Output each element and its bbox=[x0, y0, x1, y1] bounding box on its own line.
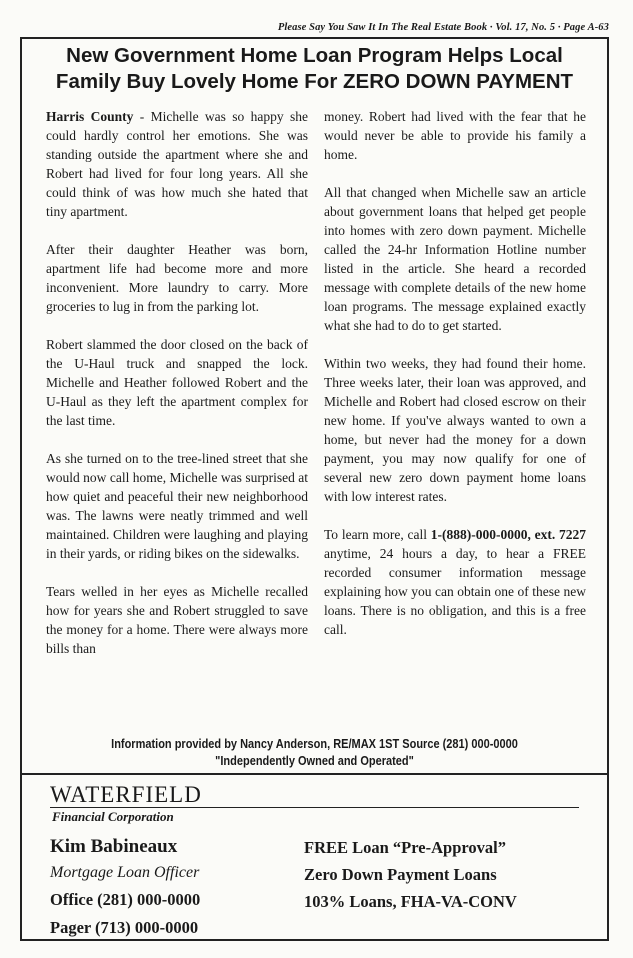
offer-item: 103% Loans, FHA-VA-CONV bbox=[304, 892, 517, 911]
office-phone: Office (281) 000-0000 bbox=[50, 890, 201, 909]
lender-subtitle: Financial Corporation bbox=[52, 809, 174, 824]
offer-item: Zero Down Payment Loans bbox=[304, 865, 497, 884]
paragraph-6: money. Robert had lived with the fear that he would never be able to provide his family a home. bbox=[324, 109, 586, 162]
headline-line-2: Family Buy Lovely Home For ZERO DOWN PAYMENT bbox=[55, 70, 574, 93]
paragraph-9-post: anytime, 24 hours a day, to hear a FREE recorded consumer information message explaining how you can obtain one of these new loans. There is no obligation, and this is a free call. bbox=[324, 546, 586, 637]
officer-name: Kim Babineaux bbox=[50, 836, 178, 857]
offer-item: FREE Loan “Pre-Approval” bbox=[304, 838, 506, 857]
headline bbox=[22, 43, 607, 95]
loan-officer-contact bbox=[50, 834, 200, 942]
paragraph-9 bbox=[324, 525, 586, 639]
advertorial-frame bbox=[20, 37, 609, 941]
paragraph-7: All that changed when Michelle saw an article about government loans that helped get people into homes with zero down payment. Michelle called the 24-hr Information Hotline number listed in the article. She heard a recorded message with complete details of the new home loan programs. The message explained exactly what she had to do to get started. bbox=[324, 185, 586, 333]
article-column-left bbox=[46, 107, 308, 677]
section-divider bbox=[22, 773, 607, 775]
paragraph-3: Robert slammed the door closed on the back of the U-Haul truck and snapped the lock. Michelle and Heather followed Robert and the U-Haul as they left the apartment complex for the last time. bbox=[46, 337, 308, 428]
hotline-number: 1-(888)-000-0000, ext. 7227 bbox=[430, 527, 586, 542]
paragraph-8: Within two weeks, they had found their home. Three weeks later, their loan was approved, and Michelle and Robert had closed escrow on their new home. If you've always wanted to own a home, but never had the money for a down payment, you may now qualify for one of several new zero down payment home loans with low interest rates. bbox=[324, 356, 586, 504]
officer-title: Mortgage Loan Officer bbox=[50, 864, 200, 881]
lender-logo: WATERFIELD bbox=[50, 782, 202, 807]
paragraph-9-pre: To learn more, call bbox=[324, 527, 431, 542]
paragraph-2: After their daughter Heather was born, apartment life had become more and more inconvenient. More laundry to carry. More groceries to lug in from the parking lot. bbox=[46, 242, 308, 314]
credit-line-2: "Independently Owned and Operated" bbox=[215, 754, 414, 768]
paragraph-4: As she turned on to the tree-lined street that she would now call home, Michelle was surprised at how quiet and peaceful their new neighborhood was. The lawns were neatly trimmed and well maintained. Children were laughing and playing in their yards, or riding bikes on the sidewalks. bbox=[46, 451, 308, 561]
source-credit bbox=[57, 736, 572, 770]
logo-rule bbox=[50, 807, 579, 808]
credit-line-1: Information provided by Nancy Anderson, RE/MAX 1ST Source (281) 000-0000 bbox=[111, 737, 518, 751]
paragraph-1-text: - Michelle was so happy she could hardly control her emotions. She was standing outside the apartment where she and Robert had lived for four long years. All she could think of was how much she hated that tiny apartment. bbox=[46, 109, 309, 219]
pager-number: Pager (713) 000-0000 bbox=[50, 918, 199, 937]
running-head: Please Say You Saw It In The Real Estate Book · Vol. 17, No. 5 · Page A-63 bbox=[277, 22, 609, 33]
headline-line-1: New Government Home Loan Program Helps Local bbox=[66, 44, 563, 67]
loan-offers bbox=[304, 834, 517, 915]
dateline: Harris County bbox=[46, 109, 134, 124]
article-column-right bbox=[324, 107, 586, 658]
paragraph-5: Tears welled in her eyes as Michelle recalled how for years she and Robert struggled to save the money for a home. There were always more bills than bbox=[46, 584, 308, 656]
paragraph-1 bbox=[46, 107, 308, 221]
